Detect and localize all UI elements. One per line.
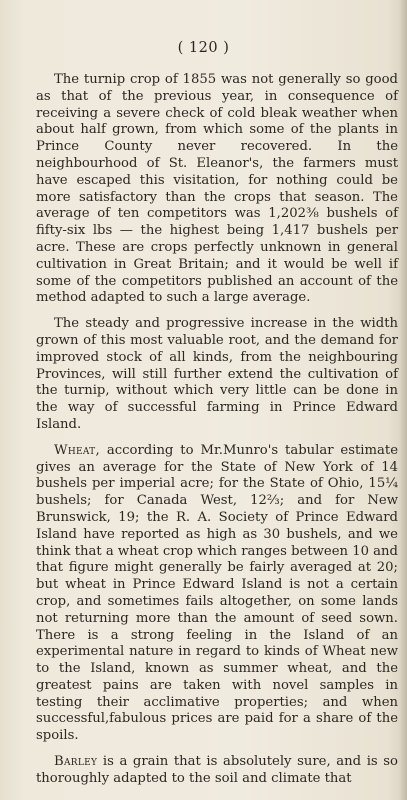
page-edge-shadow [399, 0, 407, 800]
page-body [36, 72, 398, 788]
paragraph-text: The steady and progressive increase in the width grown of this most valuable root, and the demand for improved stock of all kinds, from the neighbouring Provinces, will still further extend the cultivation of the turnip, without which very little can be done in the way of successful farming in Prince Edward Island. [36, 316, 398, 432]
paragraph-barley [36, 754, 398, 788]
paragraph-text: according to Mr.Munro's tabular estimate gives an average for the State of New York of 14 bushels per imperial acre; for the State of Ohio, 15¼ bushels; for Canada West, 12⅔; and for New Brunswick, 19; the R. A. Society of Prince Edward Island have reported as high as 30 bushels, and we think that a wheat crop which ranges between 10 and that figure might generally be fairly averaged at 20; but wheat in Prince Edward Island is not a certain crop, and sometimes fails altogether, on some lands not returning more than the amount of seed sown. There is a strong feeling in the Island of an experimental nature in regard to kinds of Wheat new to the Island, known as summer wheat, and the greatest pains are taken with novel samples in testing their acclimative properties; and when successful,fabulous prices are paid for a share of the spoils. [36, 442, 398, 744]
paragraph-text: is a grain that is absolutely sure, and is so thoroughly adapted to the soil and climate that [36, 754, 398, 786]
paragraph-text: The turnip crop of 1855 was not generally so good as that of the previous year, in consequence of receiving a severe check of cold bleak weather when about half grown, from which some of the plants in Prince County never recovered. In the neighbourhood of St. Eleanor's, the farmers must have escaped this visitation, for nothing could be more satisfactory than the crops that season. The average of ten competitors was 1,202⅜ bushels of fifty-six lbs — the highest being 1,417 bushels per acre. These are crops perfectly unknown in general cultivation in Great Britain; and it would be well if some of the competitors published an account of the method adapted to such a large average. [36, 72, 398, 306]
page-number: ( 120 ) [177, 40, 230, 56]
paragraph-wheat [36, 443, 398, 745]
paragraph-turnip-increase [36, 316, 398, 434]
paragraph-lead-wheat: Wheat, [54, 442, 100, 458]
paragraph-turnip-crop [36, 72, 398, 307]
paragraph-lead-barley: Barley [54, 754, 98, 770]
